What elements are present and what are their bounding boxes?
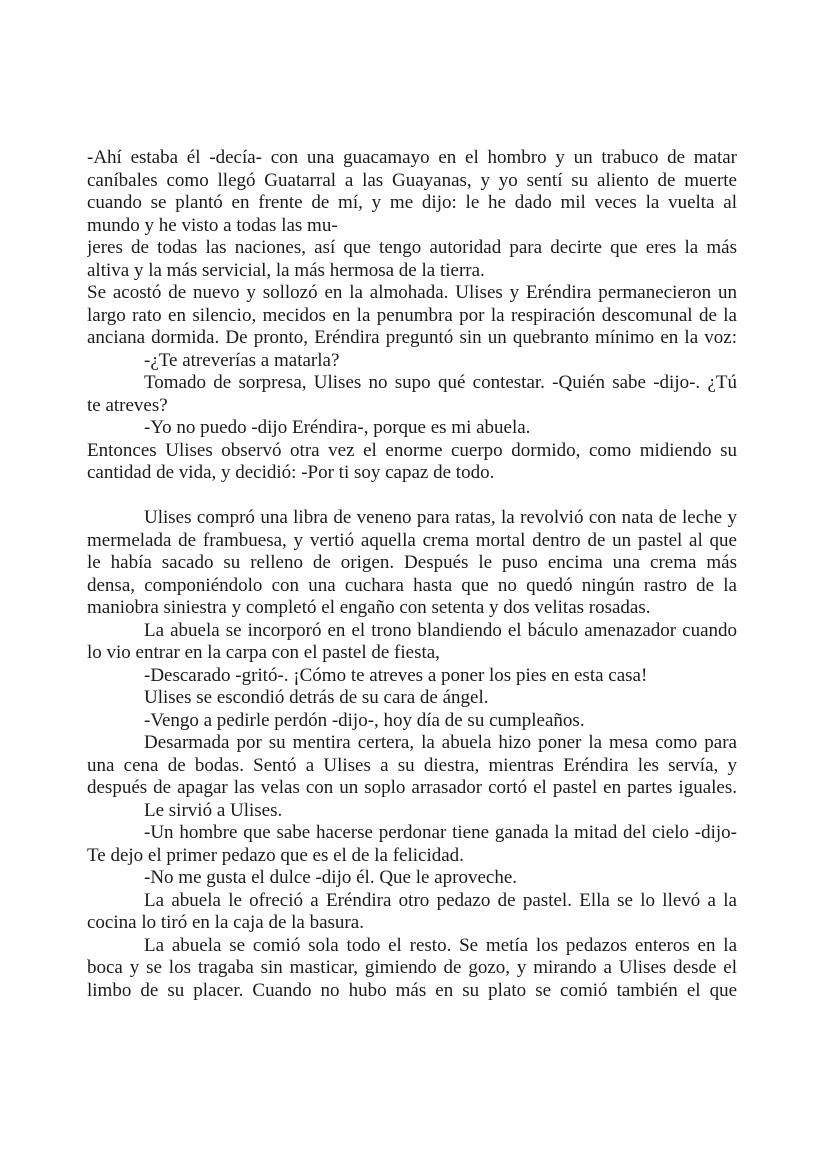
blank-line [87,485,737,508]
text-line: Ulises se escondió detrás de su cara de ángel. [144,687,489,708]
text-line: lo vio entrar en la carpa con el pastel de fiesta, [87,642,440,663]
text-line: Tomado de sorpresa, Ulises no supo qué contestar. -Quién sabe -dijo-. ¿Tú [144,372,737,393]
text-line: anciana dormida. De pronto, Eréndira preguntó sin un quebranto mínimo en la voz: [87,327,737,348]
text-line: -Un hombre que sabe hacerse perdonar tiene ganada la mitad del cielo -dijo- [144,822,737,843]
text-line: La abuela se comió sola todo el resto. Se metía los pedazos enteros en la [144,934,737,956]
text-line: Desarmada por su mentira certera, la abuela hizo poner la mesa como para [144,732,737,753]
page-text-block [87,147,737,1002]
text-line: La abuela se incorporó en el trono blandiendo el báculo amenazador cuando [144,619,737,641]
text-line: mundo y he visto a todas las mu- [87,214,338,236]
text-line: le había sacado su relleno de origen. Después le puso encima una crema más [87,552,737,573]
text-line: Se acostó de nuevo y sollozó en la almohada. Ulises y Eréndira permanecieron un [87,282,737,303]
text-line: Le sirvió a Ulises. [144,799,283,821]
text-line: cantidad de vida, y decidió: -Por ti soy capaz de todo. [87,462,495,483]
text-line: cuando se plantó en frente de mí, y me dijo: le he dado mil veces la vuelta al [87,192,737,213]
text-line: -Ahí estaba él -decía- con una guacamayo en el hombro y un trabuco de matar [87,147,737,168]
text-line: boca y se los tragaba sin masticar, gimiendo de gozo, y mirando a Ulises desde el [87,957,737,978]
text-line: Entonces Ulises observó otra vez el enorme cuerpo dormido, como midiendo su [87,439,737,461]
text-line: -Vengo a pedirle perdón -dijo-, hoy día de su cumpleaños. [144,709,585,731]
text-line: después de apagar las velas con un soplo arrasador cortó el pastel en partes iguales. [87,777,737,798]
text-line: densa, componiéndolo con una cuchara hasta que no quedó ningún rastro de la [87,574,737,596]
text-line: mermelada de frambuesa, y vertió aquella crema mortal dentro de un pastel al que [87,529,737,551]
text-line: -¿Te atreverías a matarla? [144,349,340,371]
text-line: -Descarado -gritó-. ¡Cómo te atreves a poner los pies en esta casa! [144,664,648,686]
text-line: caníbales como llegó Guatarral a las Guayanas, y yo sentí su aliento de muerte [87,169,737,191]
text-line: altiva y la más servicial, la más hermosa de la tierra. [87,259,485,281]
text-line: limbo de su placer. Cuando no hubo más en su plato se comió también el que [87,979,737,1001]
text-line: maniobra siniestra y completó el engaño con setenta y dos velitas rosadas. [87,597,651,618]
text-line: una cena de bodas. Sentó a Ulises a su diestra, mientras Eréndira les servía, y [87,754,737,776]
text-line: Ulises compró una libra de veneno para ratas, la revolvió con nata de leche y [144,507,737,528]
text-line: te atreves? [87,394,168,416]
text-line: -No me gusta el dulce -dijo él. Que le aproveche. [144,867,517,888]
text-line: Te dejo el primer pedazo que es el de la felicidad. [87,844,464,866]
text-line: La abuela le ofreció a Eréndira otro pedazo de pastel. Ella se lo llevó a la [144,889,737,911]
text-line: largo rato en silencio, mecidos en la penumbra por la respiración descomunal de la [87,304,737,326]
text-line: -Yo no puedo -dijo Eréndira-, porque es mi abuela. [144,417,531,438]
text-line: cocina lo tiró en la caja de la basura. [87,912,364,933]
text-line: jeres de todas las naciones, así que tengo autoridad para decirte que eres la más [87,237,737,258]
